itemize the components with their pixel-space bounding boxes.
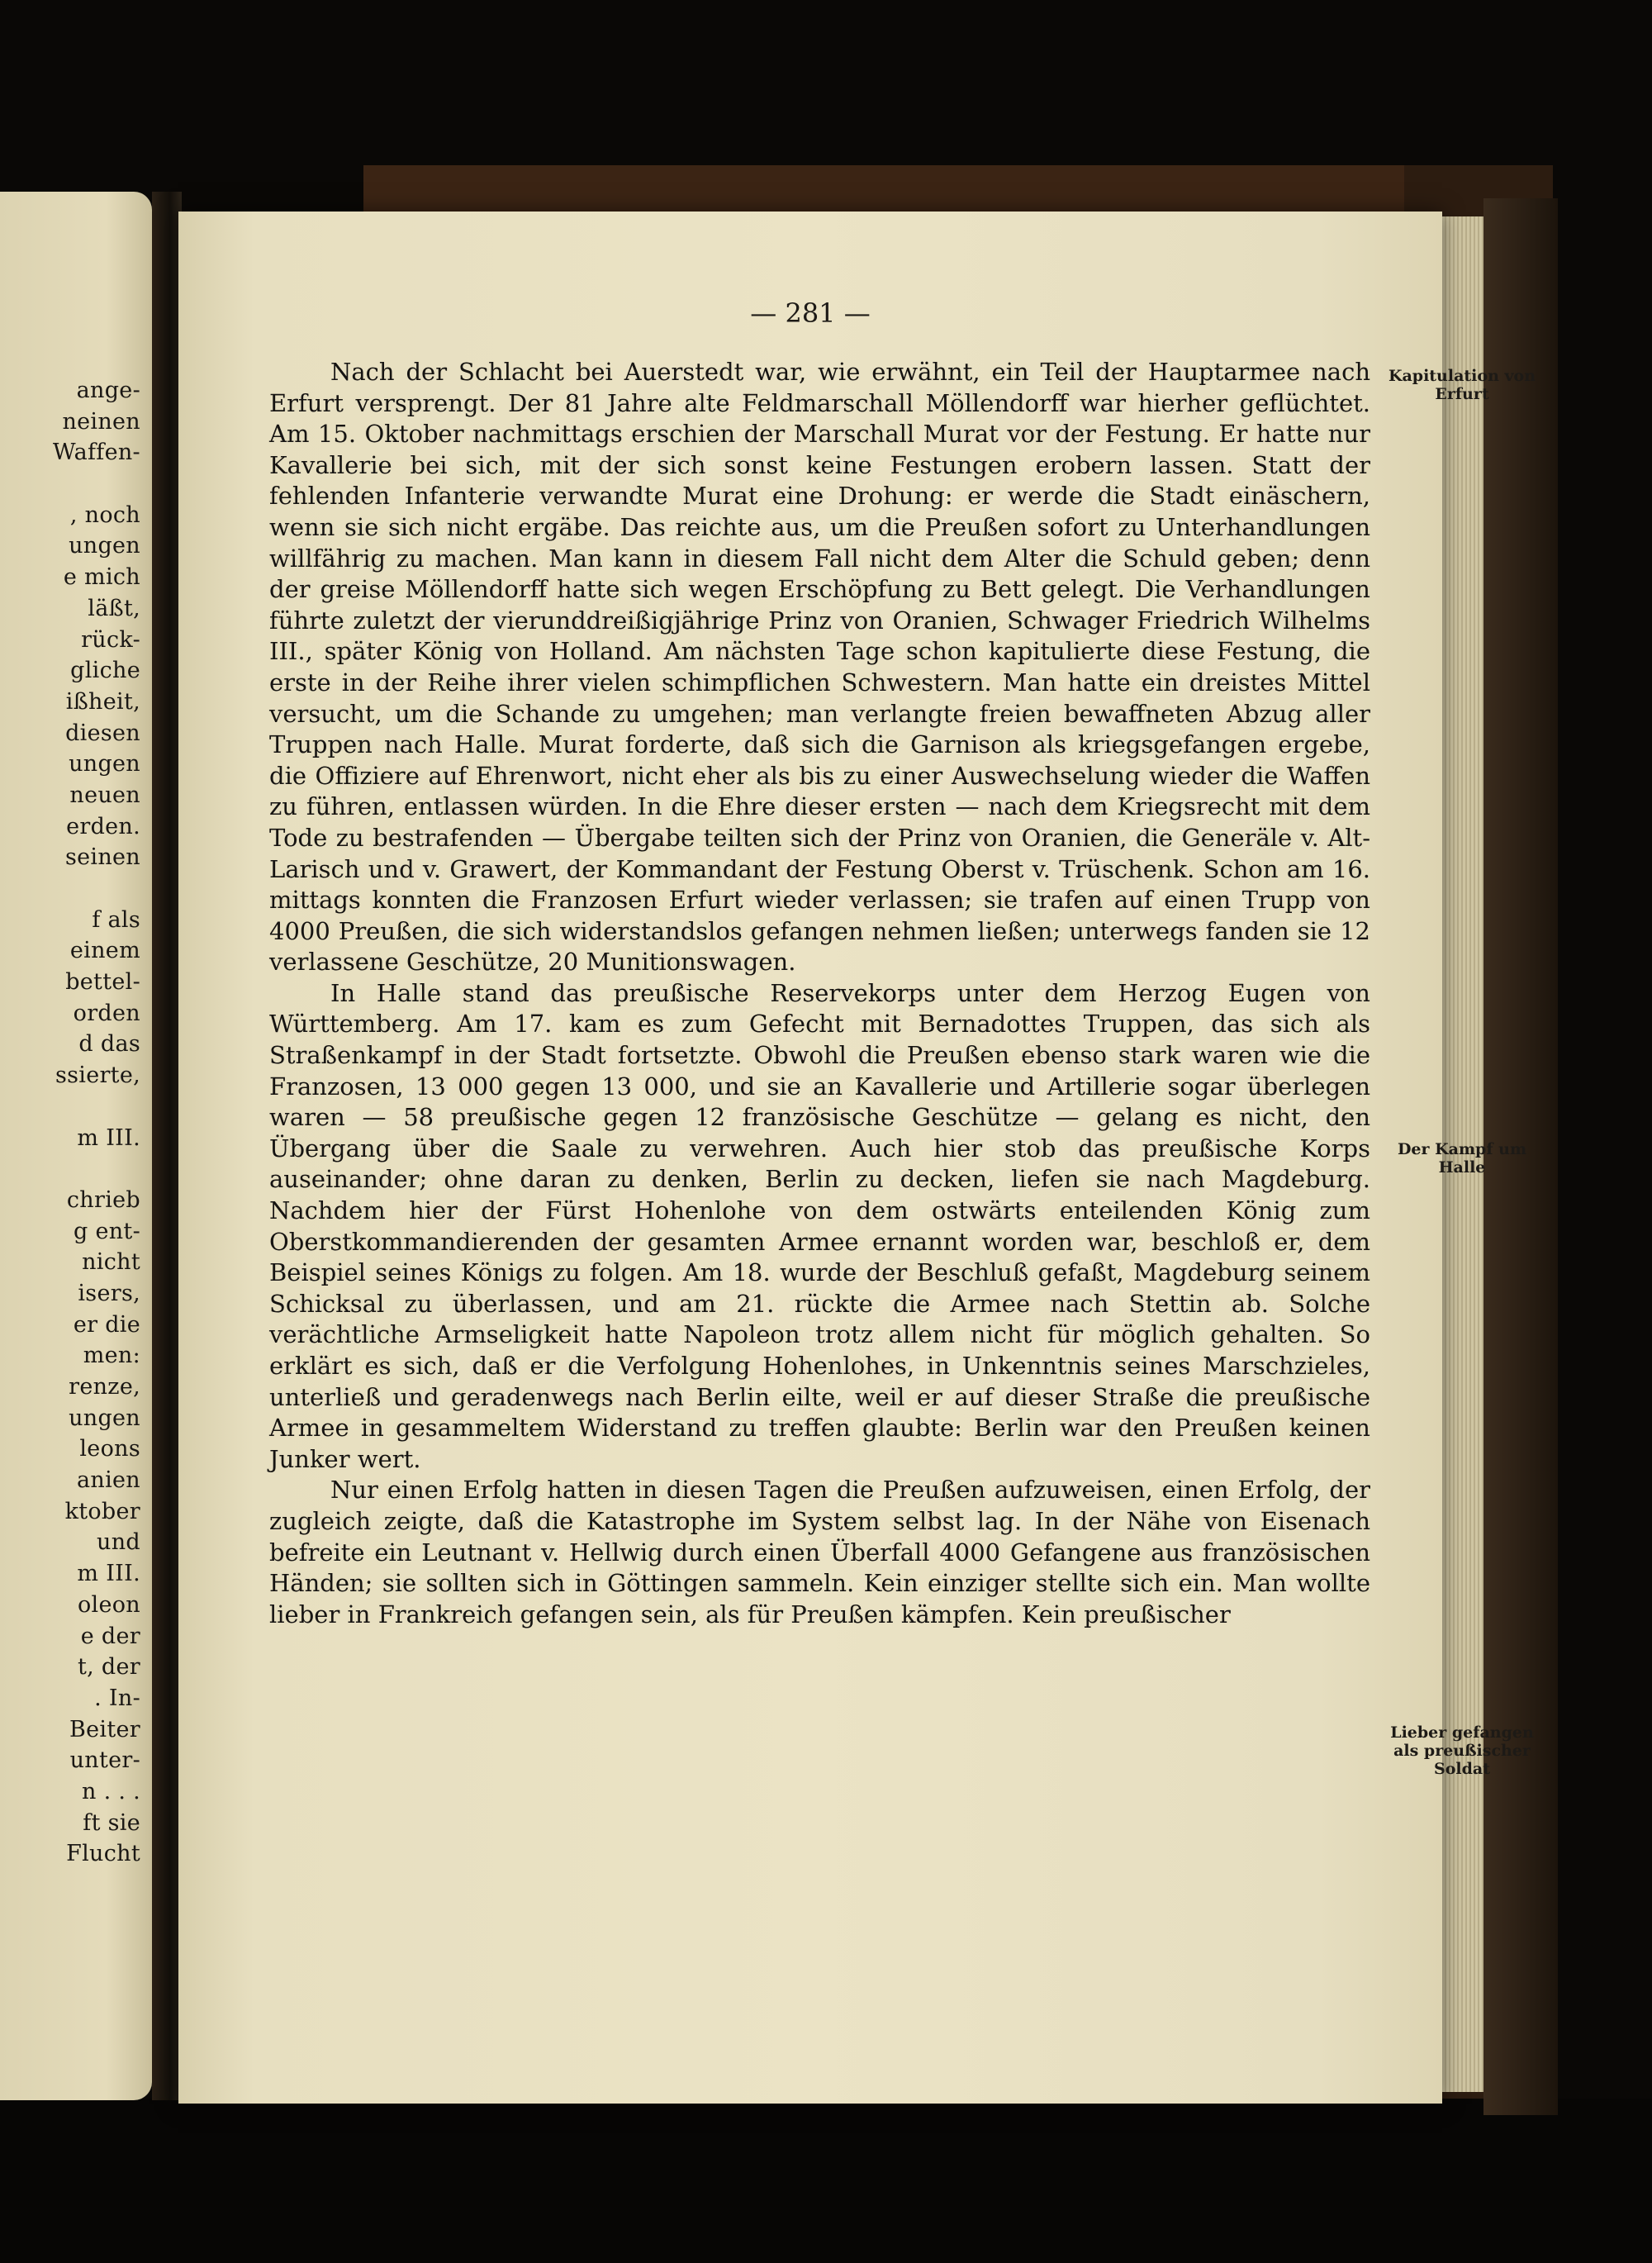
left-fragment-line: neinen — [62, 408, 140, 435]
left-page — [0, 192, 152, 2100]
left-fragment-line: renze, — [69, 1374, 140, 1400]
left-fragment-line: bettel- — [65, 969, 140, 996]
left-fragment-line: orden — [73, 1000, 140, 1026]
left-fragment-line — [0, 1091, 140, 1123]
left-fragment-line: n . . . — [82, 1778, 140, 1804]
left-fragment-line: . In- — [94, 1685, 140, 1711]
book-spine — [152, 192, 182, 2100]
left-fragment-line: ungen — [69, 1405, 140, 1431]
left-fragment-line: ange- — [76, 378, 140, 403]
paragraph-erfolg: Nur einen Erfolg hatten in diesen Tagen die Preußen aufzuweisen, einen Erfolg, der zugleich zeigte, daß die Katastrophe im System selbst lag. In der Nähe von Eisenach befreite ein Leutnant v. Hellwig durch einen Überfall 4000 Gefangene aus französischen Händen; sie sollten sich in Göttingen sammeln. Kein einziger stellte sich ein. Man wollte lieber in Frankreich gefangen sein, als für Preußen kämpfen. Kein preußischer — [269, 1476, 1370, 1628]
right-page — [178, 212, 1536, 2104]
left-fragment-line: Waffen- — [52, 440, 140, 466]
left-fragment-line: ft sie — [83, 1809, 140, 1836]
left-fragment-line: nicht — [82, 1249, 140, 1276]
left-fragment-line: oleon — [77, 1591, 140, 1618]
left-fragment-line: einem — [69, 938, 140, 964]
left-fragment-line: chrieb — [66, 1186, 140, 1213]
left-fragment-line — [0, 468, 140, 500]
left-fragment-line: e mich — [63, 564, 140, 591]
paragraph-kampf-halle: In Halle stand das preußische Reservekorps unter dem Herzog Eugen von Württemberg. Am 17. kam es zum Gefecht mit Bernadottes Truppen, das sich als Straßenkampf in der Stadt fortsetzte. Obwohl die Preußen ebenso stark waren wie die Franzosen, 13 000 gegen 13 000, und sie an Kavallerie und Artillerie sogar überlegen waren — 58 preußische gegen 12 französische Geschütze — gelang es nicht, den Übergang über die Saale zu verwehren. Auch hier stob das preußische Korps auseinander; ohne daran zu denken, Berlin zu decken, liefen sie nach Magdeburg. Nachdem hier der Fürst Hohenlohe von dem ostwärts enteilenden König zum Oberstkommandierenden der gesamten Armee ernannt worden war, beschloß er, dem Beispiel seines Königs zu folgen. Am 18. wurde der Beschluß gefaßt, Magdeburg seinem Schicksal zu überlassen, und am 21. rückte die Armee nach Stettin ab. Solche verächtliche Armseligkeit hatte Napoleon trotz allem nicht für möglich gehalten. So erklärt es sich, daß er die Verfolgung Hohenlohes, in Unkenntnis seines Marschzieles, unterließ und geradenwegs nach Berlin eilte, weil er auf dieser Straße die preußische Armee in gesammeltem Widerstand zu treffen glaubte: Berlin war den Preußen keinen Junker wert. — [269, 978, 1370, 1473]
left-fragment-line: ißheit, — [65, 688, 140, 715]
left-fragment-line: er die — [73, 1311, 140, 1338]
left-fragment-line: erden. — [66, 813, 140, 839]
paragraph-kapitulation-erfurt: Nach der Schlacht bei Auerstedt war, wie erwähnt, ein Teil der Hauptarmee nach Erfurt versprengt. Der 81 Jahre alte Feldmarschall Möllendorff war hierher geflüchtet. Am 15. Oktober nachmittags erschien der Marschall Murat vor der Festung. Er hatte nur Kavallerie bei sich, mit der sich sonst keine Festungen erobern lassen. Statt der fehlenden Infanterie verwandte Murat eine Drohung: er werde die Stadt einäschern, wenn sie sich nicht ergäbe. Das reichte aus, um die Preußen sofort zu Unterhandlungen willfährig zu machen. Man kann in diesem Fall nicht dem Alter die Schuld geben; denn der greise Möllendorff hatte sich wegen Erschöpfung zu Bett gelegt. Die Verhandlungen führte zuletzt der vierunddreißigjährige Prinz von Oranien, Schwager Friedrich Wilhelms III., später König von Holland. Am nächsten Tage schon kapitulierte diese Festung, die erste in der Reihe ihrer vielen schimpflichen Schwestern. Man hatte ein dreistes Mittel versucht, um die Schande zu umgehen; man verlangte freien bewaffneten Abzug aller Truppen nach Halle. Murat forderte, daß sich die Garnison als kriegsgefangen ergebe, die Offiziere auf Ehrenwort, nicht eher als bis zu einer Auswechselung wieder die Waffen zu führen, entlassen würden. In die Ehre dieser ersten — nach dem Kriegsrecht mit dem Tode zu bestrafenden — Übergabe teilten sich der Prinz von Oranien, die Generäle v. Alt-Larisch und v. Grawert, der Kommandant der Festung Oberst v. Trüschenk. Schon am 16. mittags konnten die Franzosen Erfurt wieder verlassen; sie trafen auf einen Trupp von 4000 Preußen, die sich widerstandslos gefangen nehmen ließen; unterwegs fanden sie 12 verlassene Geschütze, 20 Munitionswagen. — [269, 358, 1370, 977]
body-text — [269, 357, 1370, 1630]
left-fragment-line: men: — [83, 1343, 140, 1369]
left-fragment-line: e der — [80, 1623, 140, 1649]
left-fragment-line: t, der — [78, 1654, 140, 1681]
left-fragment-line: isers, — [78, 1280, 140, 1306]
marginal-note-gefangen: Lieber gefangen als preußischer Soldat — [1390, 1723, 1534, 1778]
left-fragment-line: ungen — [69, 751, 140, 777]
left-fragment-line: gliche — [70, 658, 140, 684]
marginal-note-kampf-halle: Der Kampf um Halle — [1397, 1140, 1527, 1177]
left-page-text-fragments — [0, 375, 140, 1870]
left-fragment-line: m III. — [77, 1561, 140, 1587]
left-fragment-line: seinen — [64, 844, 140, 871]
left-fragment-line: rück- — [81, 626, 140, 653]
left-fragment-line: Beiter — [69, 1716, 140, 1742]
left-fragment-line: anien — [77, 1467, 140, 1494]
left-fragment-line: neuen — [69, 782, 140, 808]
left-fragment-line: ssierte, — [55, 1063, 140, 1089]
left-fragment-line: unter- — [69, 1747, 140, 1774]
marginal-note-kapitulation: Kapitulation von Erfurt — [1388, 367, 1536, 403]
page-number: — 281 — — [750, 297, 871, 329]
left-fragment-line: diesen — [65, 720, 140, 746]
left-fragment-line: d das — [78, 1031, 140, 1058]
left-fragment-line: , noch — [69, 502, 140, 528]
left-fragment-line: m III. — [77, 1124, 140, 1151]
left-fragment-line: g ent- — [73, 1218, 140, 1244]
left-fragment-line: leons — [79, 1436, 140, 1462]
left-fragment-line: und — [97, 1529, 140, 1556]
left-fragment-line — [0, 1153, 140, 1185]
left-fragment-line: ungen — [69, 533, 140, 559]
left-fragment-line: Flucht — [66, 1841, 140, 1867]
left-fragment-line: f als — [92, 906, 140, 933]
left-fragment-line: ktober — [64, 1498, 140, 1524]
left-fragment-line — [0, 873, 140, 905]
left-fragment-line: läßt, — [88, 595, 140, 621]
